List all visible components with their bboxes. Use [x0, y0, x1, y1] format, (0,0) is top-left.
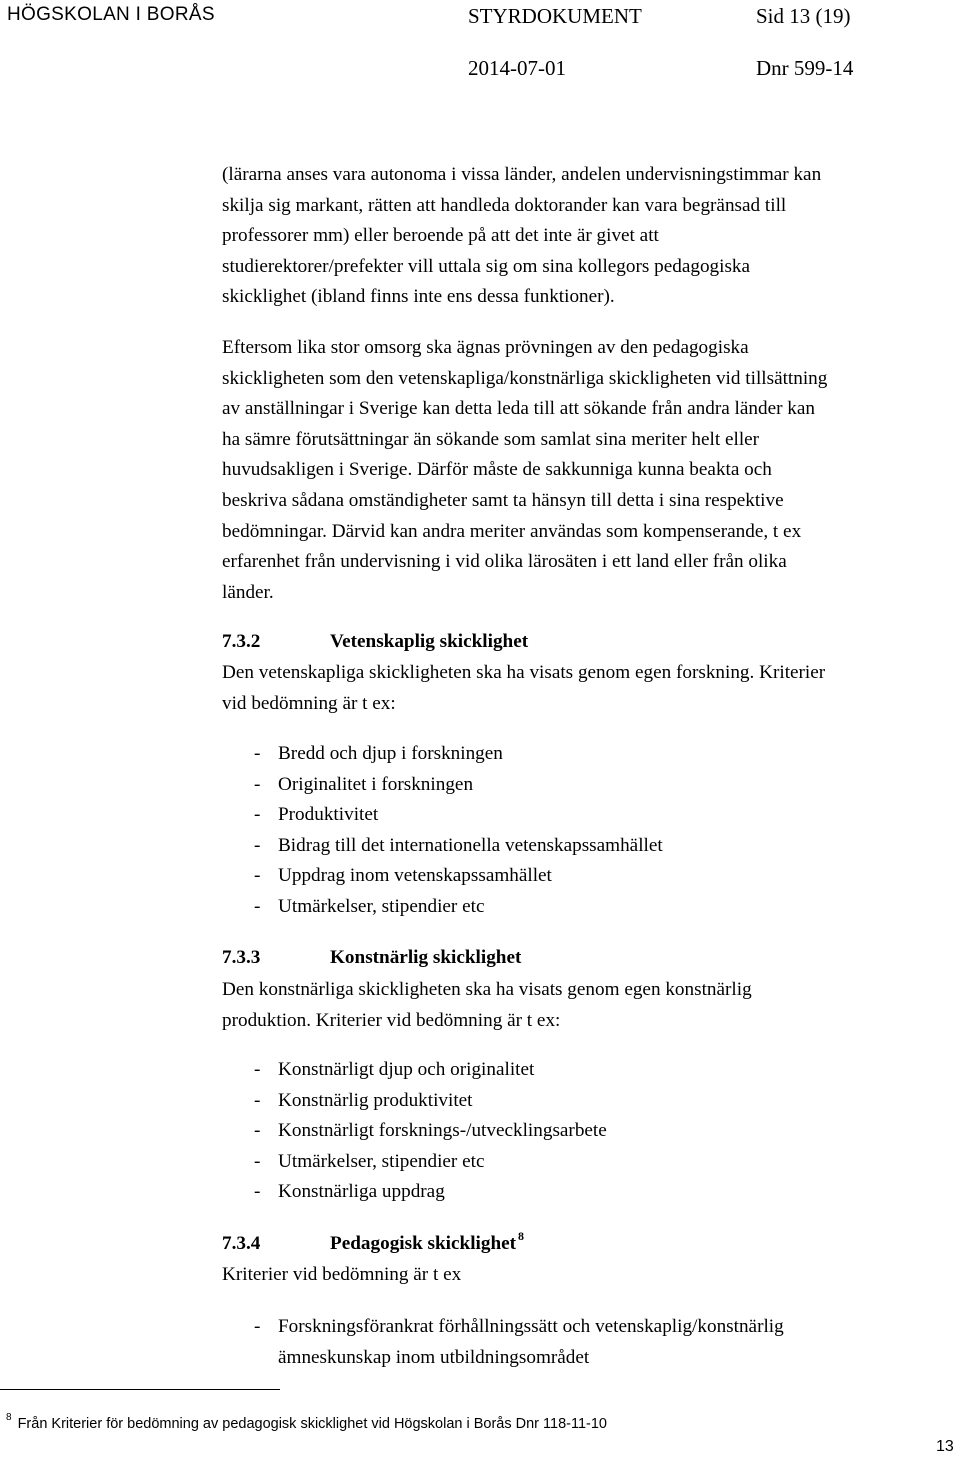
footnote	[6, 1412, 607, 1432]
list-item: - Bredd och djup i forskningen	[254, 739, 663, 770]
text-line: bedömningar. Därvid kan andra meriter användas som kompenserande, t ex	[222, 520, 802, 542]
list-dash: -	[254, 1059, 261, 1080]
section-number-7-3-4: 7.3.4	[222, 1233, 261, 1254]
list-item: - Konstnärligt djup och originalitet	[254, 1055, 607, 1086]
section-intro-7-3-4: Kriterier vid bedömning är t ex	[222, 1264, 462, 1285]
footnote-reference[interactable]: 8	[518, 1229, 525, 1243]
text-line: av anställningar i Sverige kan detta leda till att sökande från andra länder kan	[222, 398, 815, 420]
list-dash: -	[254, 773, 261, 795]
text-line: skicklighet (ibland finns inte ens dessa funktioner).	[222, 286, 615, 308]
list-dash: -	[254, 804, 261, 826]
section-intro-7-3-2	[222, 658, 825, 719]
list-item: - Utmärkelser, stipendier etc	[254, 892, 663, 923]
list-item: - Konstnärligt forsknings-/utvecklingsarbete	[254, 1116, 607, 1147]
text-line: vid bedömning är t ex:	[222, 692, 396, 714]
list-dash: -	[254, 865, 261, 887]
text-line: studierektorer/prefekter vill uttala sig om sina kollegors pedagogiska	[222, 255, 751, 277]
list-dash: -	[254, 743, 261, 764]
section-number-7-3-2: 7.3.2	[222, 631, 261, 652]
footnote-divider	[0, 1389, 280, 1390]
text-line: Den vetenskapliga skickligheten ska ha visats genom egen forskning. Kriterier	[222, 662, 826, 683]
paragraph-2	[222, 333, 827, 608]
section-title-pedagogisk: Pedagogisk skicklighet $^8$	[330, 1229, 525, 1254]
list-dash: -	[254, 1316, 261, 1337]
header-page: Sid 13 (19)	[756, 4, 851, 28]
list-dash: -	[254, 895, 261, 917]
list-item-continuation: ämneskunskap inom utbildningsområdet	[278, 1346, 590, 1368]
criteria-list-7-3-2	[254, 739, 663, 923]
list-item: - Utmärkelser, stipendier etc	[254, 1147, 607, 1178]
list-item: - Konstnärliga uppdrag	[254, 1177, 607, 1208]
list-dash: -	[254, 1120, 261, 1142]
text-line: erfarenhet från undervisning i vid olika lärosäten i ett land eller från olika	[222, 551, 787, 573]
text-line: Den konstnärliga skickligheten ska ha visats genom egen konstnärlig	[222, 979, 752, 1000]
list-dash: -	[254, 834, 261, 856]
header-doc-type: STYRDOKUMENT	[468, 4, 642, 28]
section-number-7-3-3: 7.3.3	[222, 947, 261, 968]
list-item: - Bidrag till det internationella vetenskapssamhället	[254, 831, 663, 862]
header-org: HÖGSKOLAN I BORÅS	[7, 4, 215, 25]
text-line: länder.	[222, 581, 274, 603]
list-item: - Originalitet i forskningen	[254, 770, 663, 801]
list-dash: -	[254, 1089, 261, 1111]
list-item: - Forskningsförankrat förhållningssätt och vetenskaplig/konstnärlig	[254, 1312, 784, 1343]
list-dash: -	[254, 1150, 261, 1172]
footnote-text: Från Kriterier för bedömning av pedagogisk skicklighet vid Högskolan i Borås Dnr 118-11-10	[17, 1416, 607, 1432]
text-line: (lärarna anses vara autonoma i vissa länder, andelen undervisningstimmar kan	[222, 164, 822, 185]
text-line: skickligheten som den vetenskapliga/konstnärliga skickligheten vid tillsättning	[222, 367, 828, 389]
section-title-vetenskaplig: Vetenskaplig skicklighet	[330, 631, 529, 652]
header-dnr: Dnr 599-14	[756, 56, 854, 80]
text-line: produktion. Kriterier vid bedömning är t ex:	[222, 1009, 561, 1031]
list-item: - Konstnärlig produktivitet	[254, 1086, 607, 1117]
section-title-konstnarlig: Konstnärlig skicklighet	[330, 947, 522, 968]
header-date: 2014-07-01	[468, 56, 566, 80]
section-intro-7-3-3	[222, 975, 752, 1036]
text-line: ha sämre förutsättningar än sökande som samlat sina meriter helt eller	[222, 428, 760, 450]
criteria-list-7-3-4	[254, 1312, 784, 1373]
list-item: - Produktivitet	[254, 800, 663, 831]
list-item: - Uppdrag inom vetenskapssamhället	[254, 861, 663, 892]
page-number: 13	[936, 1438, 954, 1455]
footnote-mark: 8	[6, 1412, 12, 1423]
paragraph-1	[222, 160, 821, 313]
list-dash: -	[254, 1181, 261, 1203]
text-line: Eftersom lika stor omsorg ska ägnas prövningen av den pedagogiska	[222, 337, 749, 358]
text-line: skilja sig markant, rätten att handleda doktorander kan vara begränsad till	[222, 194, 787, 216]
text-line: professorer mm) eller beroende på att det inte är givet att	[222, 225, 659, 247]
text-line: beskriva sådana omständigheter samt ta hänsyn till detta i sina respektive	[222, 489, 784, 511]
text-line: huvudsakligen i Sverige. Därför måste de sakkunniga kunna beakta och	[222, 459, 772, 481]
criteria-list-7-3-3	[254, 1055, 607, 1208]
